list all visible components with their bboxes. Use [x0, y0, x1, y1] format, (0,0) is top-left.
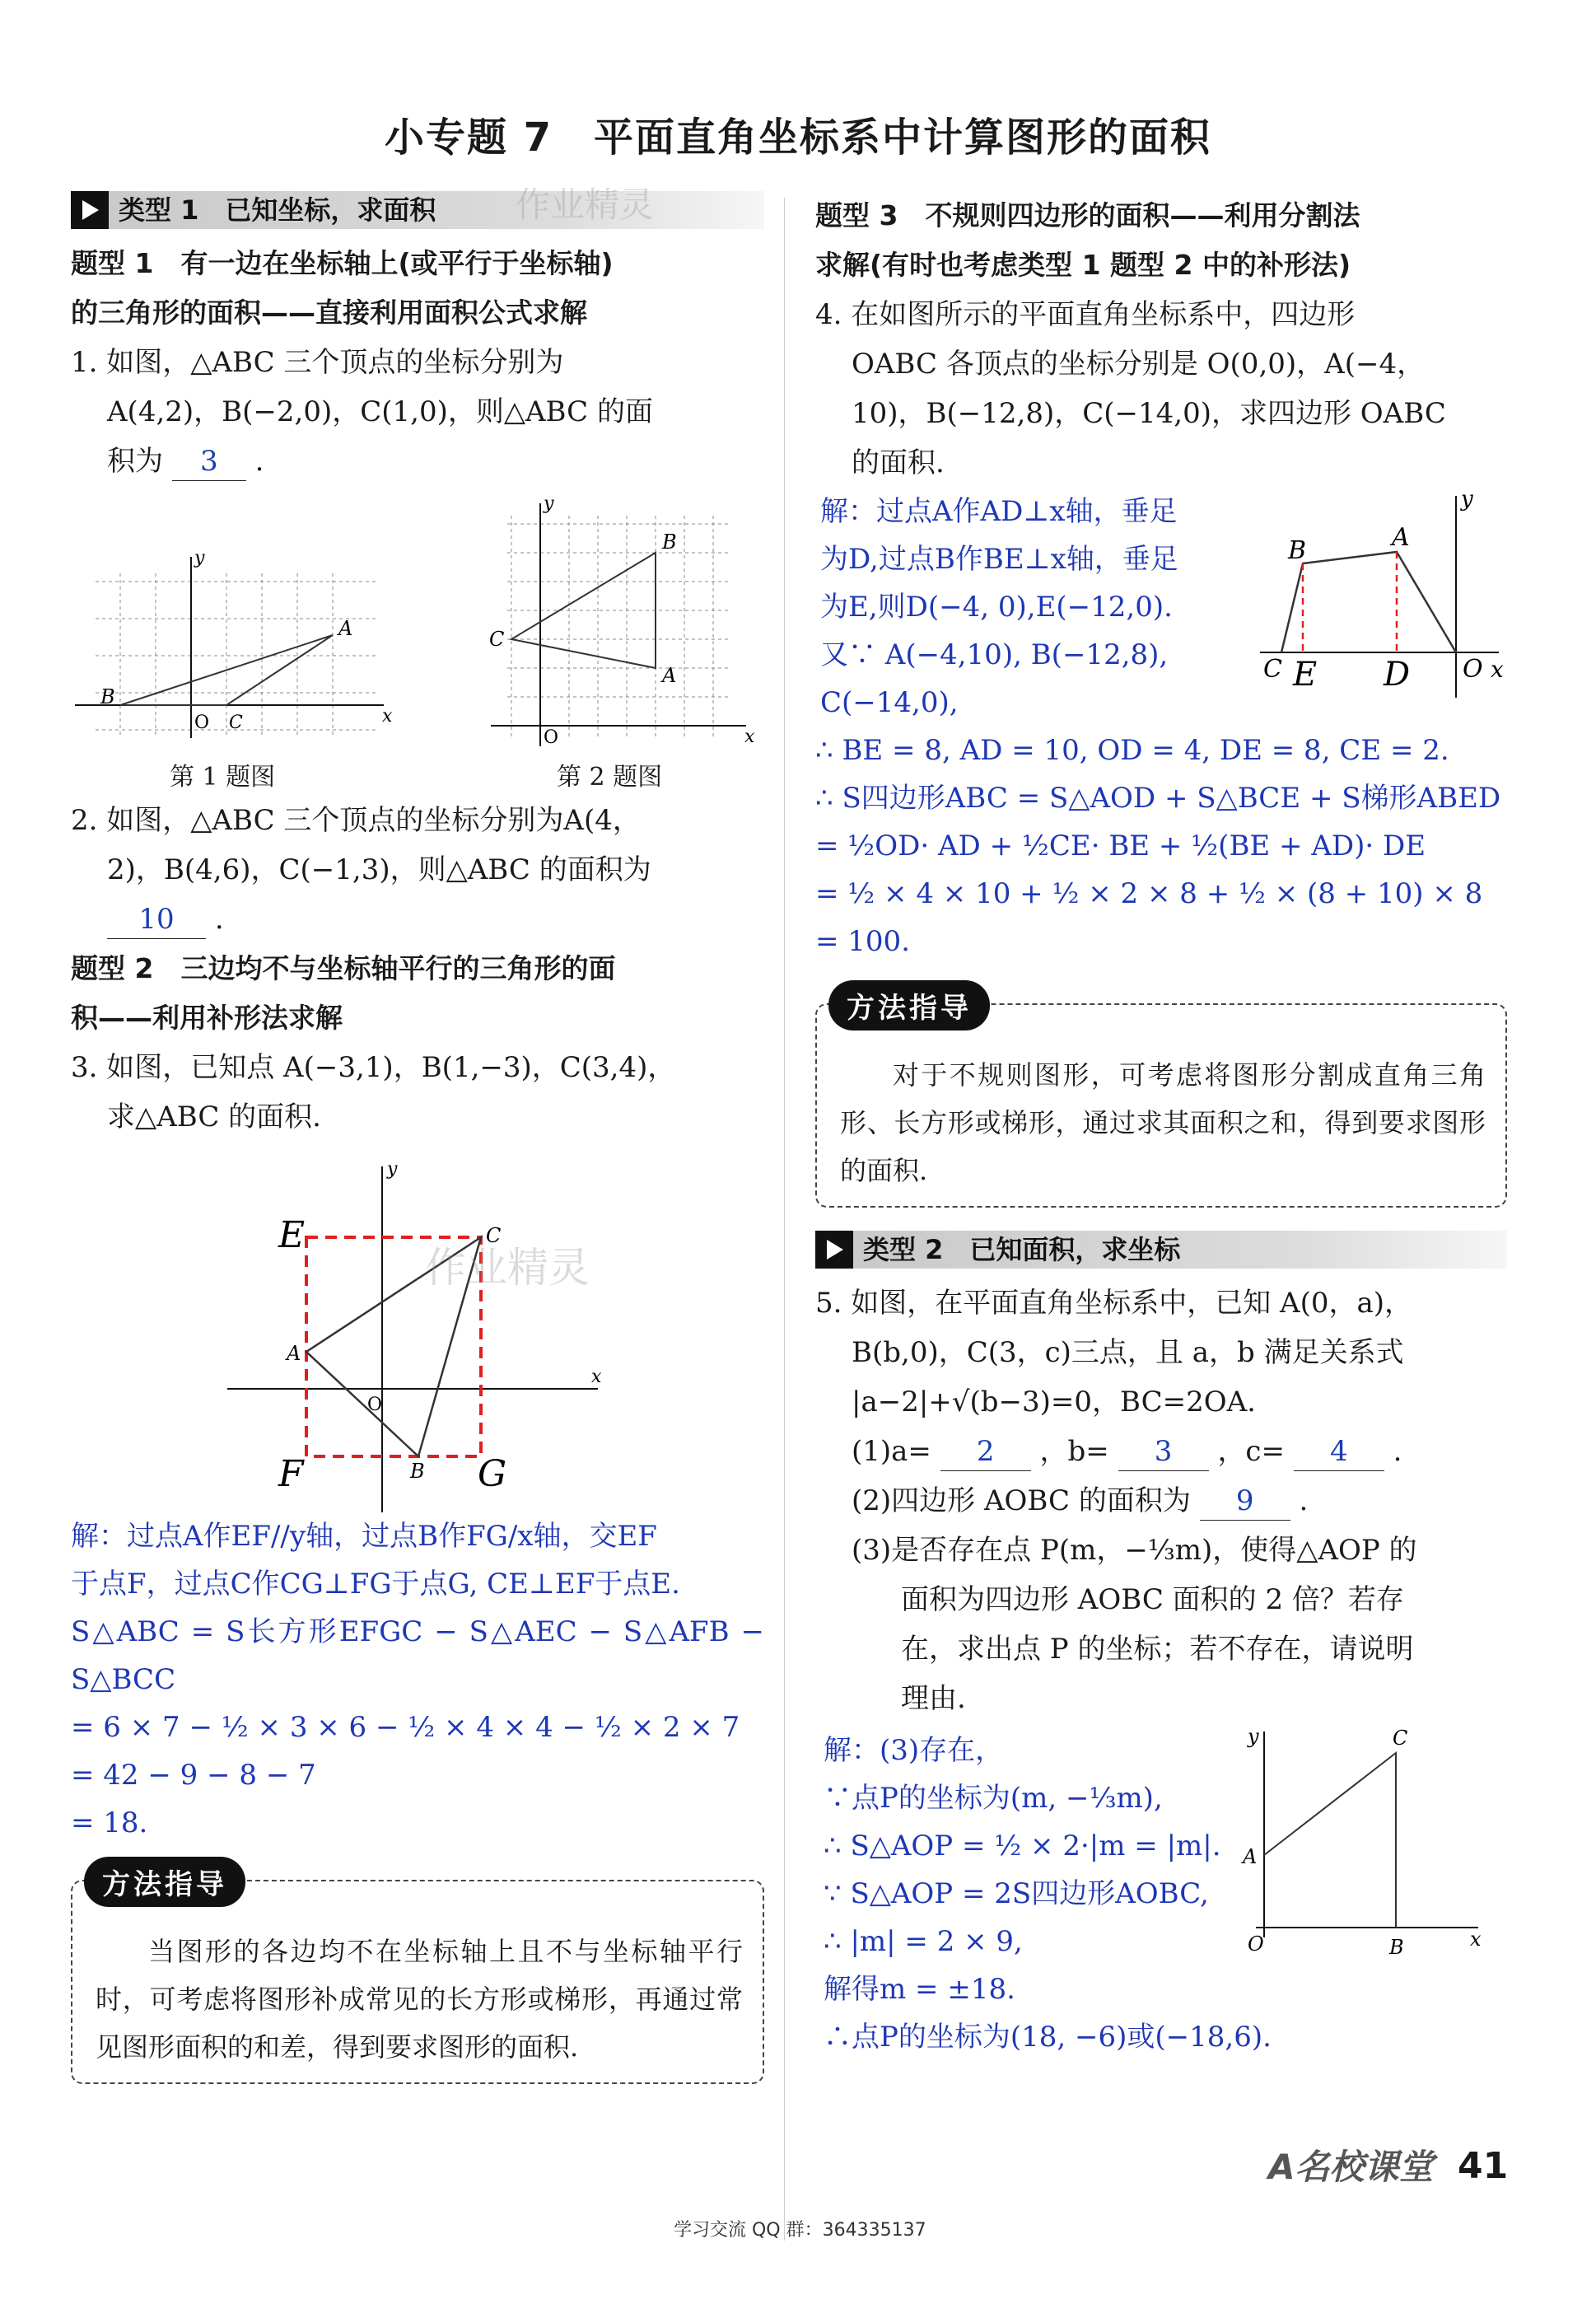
label-c: C: [486, 1224, 502, 1247]
page-title: 小专题 7 平面直角坐标系中计算图形的面积: [384, 114, 1212, 161]
tx1-heading-b: 的三角形的面积——直接利用面积公式求解: [71, 297, 587, 329]
q4-line: 10)，B(−12,8)，C(−14,0)，求四边形 OABC: [852, 397, 1446, 430]
label-b: B: [1288, 536, 1307, 565]
figure-1: [71, 499, 400, 763]
qq-group-text: 学习交流 QQ 群：364335137: [674, 2220, 926, 2241]
column-divider: [784, 198, 785, 2241]
brand-logo: A名校课堂: [1268, 2147, 1434, 2187]
label-x: x: [382, 706, 393, 727]
q4-line: OABC 各顶点的坐标分别是 O(0,0)，A(−4，: [852, 348, 1426, 381]
type2-bar: [815, 1231, 1507, 1269]
sol3-line: = 42 − 9 − 8 − 7: [71, 1759, 316, 1792]
q1-label: 积为: [107, 445, 163, 478]
q2-line-c: [71, 895, 764, 944]
q2-answer: 10: [107, 900, 206, 939]
sol3-line: 解：过点A作EF//y轴，过点B作FG/x轴，交EF: [71, 1520, 657, 1553]
method-box-right: [815, 992, 1507, 1208]
q1-line-a: 1. 如图，△ABC 三个顶点的坐标分别为: [71, 346, 564, 379]
q5-part2: [815, 1476, 1507, 1526]
sol4-line: 又∵ A(−4,10), B(−12,8),: [820, 638, 1169, 671]
q4-line: 4. 在如图所示的平面直角坐标系中，四边形: [815, 298, 1356, 331]
page-number: 41: [1458, 2145, 1509, 2187]
method-text: 对于不规则图形，可考虑将图形分割成直角三角形、长方形或梯形，通过求其面积之和，得到要求图形的面积.: [840, 1059, 1486, 1186]
sol3-line: 于点F，过点C作CG⊥FG于点G, CE⊥EF于点E.: [71, 1568, 680, 1601]
q5-3-line: 在，求出点 P 的坐标；若不存在，请说明: [901, 1633, 1414, 1666]
label-c: C: [489, 628, 505, 651]
q5-part1: [815, 1427, 1507, 1476]
tx3-heading-b: 求解(有时也考虑类型 1 题型 2 中的补形法): [815, 249, 1351, 281]
label-c: C: [229, 713, 243, 733]
figure-4: [1252, 488, 1515, 718]
type2-bar-label: 类型 2 已知面积，求坐标: [863, 1234, 1181, 1265]
watermark: 作业精灵: [516, 185, 655, 225]
label-o: O: [1463, 655, 1483, 684]
q5-answer-b: 3: [1118, 1432, 1209, 1471]
type1-bar-label: 类型 1 已知坐标，求面积: [119, 194, 436, 226]
label-o: O: [544, 727, 559, 748]
tx3-heading-a: 题型 3 不规则四边形的面积——利用分割法: [815, 199, 1360, 231]
q5-3-line: 理由.: [901, 1682, 966, 1715]
method-box-left: [71, 1868, 764, 2084]
label-x: x: [744, 727, 755, 747]
label-y: y: [194, 548, 205, 568]
triangle-icon: [71, 191, 109, 229]
sol4-line: = ½ × 4 × 10 + ½ × 2 × 8 + ½ × (8 + 10) × 8: [815, 877, 1483, 910]
sol5-line: ∵点P的坐标为(m, −⅓m),: [824, 1782, 1163, 1815]
sol4-line: = ½OD· AD + ½CE· BE + ½(BE + AD)· DE: [815, 830, 1426, 862]
label-b: B: [1389, 1936, 1404, 1959]
label-o: O: [1248, 1932, 1264, 1956]
label-y: y: [387, 1159, 398, 1180]
tx1-heading-a: 题型 1 有一边在坐标轴上(或平行于坐标轴): [71, 247, 614, 279]
sol5-line: ∵ S△AOP = 2S四边形AOBC,: [824, 1877, 1209, 1910]
sol4-top-block: [815, 488, 1507, 727]
figures-row: [71, 491, 764, 796]
tx2-heading-b: 积——利用补形法求解: [71, 1002, 343, 1034]
q5-3-line: (3)是否存在点 P(m，−⅓m)，使得△AOP 的: [852, 1534, 1417, 1567]
q5-3-line: 面积为四边形 AOBC 面积的 2 倍？若存: [901, 1583, 1404, 1616]
label-x: x: [591, 1367, 602, 1387]
q4-line: 的面积.: [852, 446, 945, 479]
label-y: y: [1248, 1725, 1259, 1748]
method-text: 当图形的各边均不在坐标轴上且不与坐标轴平行时，可考虑将图形补成常见的长方形或梯形，再通过常见图形面积的和差，得到要求图形的面积.: [96, 1936, 743, 2063]
sol4-line: 解：过点A作AD⊥x轴，垂足: [820, 495, 1178, 528]
label-a: A: [662, 664, 677, 687]
q5-answer-a: 2: [940, 1432, 1031, 1471]
label-e: E: [1293, 656, 1318, 694]
q5-line: B(b,0)，C(3，c)三点，且 a，b 满足关系式: [852, 1336, 1404, 1369]
sol5-line: 解得m = ±18.: [824, 1973, 1015, 2006]
q5-line: 5. 如图，在平面直角坐标系中，已知 A(0，a)，: [815, 1287, 1413, 1320]
sol5-line: ∴ |m| = 2 × 9,: [824, 1925, 1023, 1958]
label-c: C: [1393, 1727, 1408, 1750]
label-o: O: [194, 713, 210, 733]
figure-3: [71, 1150, 764, 1512]
q5-1-prefix: (1)a=: [852, 1435, 931, 1468]
label-f: F: [278, 1453, 304, 1495]
sol4-line: C(−14,0),: [820, 686, 959, 719]
q1-end: .: [254, 445, 264, 478]
q2-end: .: [214, 903, 224, 936]
q2-line-a: 2. 如图，△ABC 三个顶点的坐标分别为A(4，: [71, 804, 641, 837]
label-x: x: [1491, 656, 1504, 683]
q3-line-a: 3. 如图，已知点 A(−3,1)，B(1,−3)，C(3,4)，: [71, 1051, 676, 1084]
label-y: y: [544, 493, 554, 514]
q5-2-end: .: [1299, 1484, 1309, 1517]
sol5-line: 解：(3)存在，: [824, 1734, 1004, 1767]
label-o: O: [367, 1395, 383, 1415]
label-b: B: [410, 1460, 425, 1483]
watermark: 作业精灵: [425, 1244, 590, 1292]
sol3-line: = 6 × 7 − ½ × 3 × 6 − ½ × 4 × 4 − ½ × 2 × 7: [71, 1711, 740, 1744]
q1-line-c: [71, 437, 764, 486]
q1-answer: 3: [172, 442, 246, 481]
q5-line: |a−2|+√(b−3)=0，BC=2OA.: [852, 1386, 1256, 1418]
sol4-line: ∴ S四边形ABC = S△AOD + S△BCE + S梯形ABED: [815, 782, 1501, 815]
q5-b-label: ，b=: [1039, 1435, 1109, 1468]
q5-answer-c: 4: [1294, 1432, 1384, 1471]
label-c: C: [1263, 655, 1282, 684]
q1-line-b: A(4,2)，B(−2,0)，C(1,0)，则△ABC 的面: [107, 395, 653, 428]
sol3-line: = 18.: [71, 1806, 148, 1839]
label-x: x: [1470, 1928, 1482, 1951]
label-a: A: [1243, 1845, 1258, 1868]
label-a: A: [338, 617, 353, 640]
label-b: B: [100, 685, 115, 708]
q2-line-b: 2)，B(4,6)，C(−1,3)，则△ABC 的面积为: [107, 853, 651, 886]
right-column: [815, 191, 1507, 2069]
q5-2-prefix: (2)四边形 AOBC 的面积为: [852, 1484, 1191, 1517]
sol5-block: [815, 1723, 1507, 2069]
figure-5: [1231, 1723, 1495, 1962]
figure-2: [483, 491, 763, 763]
label-y: y: [1461, 488, 1473, 512]
sol4-line: ∴ BE = 8, AD = 10, OD = 4, DE = 8, CE = 2.: [815, 734, 1449, 767]
sol4-line: = 100.: [815, 925, 910, 958]
sol4-top-text: [820, 488, 1248, 727]
label-b: B: [662, 530, 677, 554]
sol5-line: ∴ S△AOP = ½ × 2·|m = |m|.: [824, 1830, 1221, 1862]
label-e: E: [278, 1214, 306, 1256]
sol5-line: ∴点P的坐标为(18, −6)或(−18,6).: [824, 2021, 1272, 2054]
label-a: A: [287, 1342, 301, 1365]
quadrilateral-oabc: [1281, 552, 1456, 652]
method-tag: 方法指导: [828, 980, 990, 1030]
fig2-caption: 第 2 题图: [557, 763, 663, 792]
method-tag: 方法指导: [84, 1857, 245, 1907]
q5-c-label: ，c=: [1217, 1435, 1285, 1468]
type1-bar: [71, 185, 764, 229]
label-a: A: [1392, 523, 1410, 552]
q5-1-end: .: [1393, 1435, 1402, 1468]
q3-line-b: 求△ABC 的面积.: [107, 1101, 321, 1133]
label-d: D: [1384, 656, 1411, 694]
quadrilateral-aobc: [1264, 1753, 1396, 1928]
tx2-heading-a: 题型 2 三边均不与坐标轴平行的三角形的面: [71, 952, 616, 984]
q5-answer-area: 9: [1200, 1482, 1290, 1521]
label-g: G: [478, 1453, 507, 1495]
triangle-icon: [815, 1231, 853, 1269]
sol3-line: S△ABC = S长方形EFGC − S△AEC − S△AFB − S△BCC: [71, 1615, 764, 1696]
sol4-line: 为D,过点B作BE⊥x轴，垂足: [820, 543, 1178, 576]
sol4-line: 为E,则D(−4, 0),E(−12,0).: [820, 591, 1173, 624]
left-column: [71, 185, 764, 2084]
fig1-caption: 第 1 题图: [170, 763, 276, 792]
